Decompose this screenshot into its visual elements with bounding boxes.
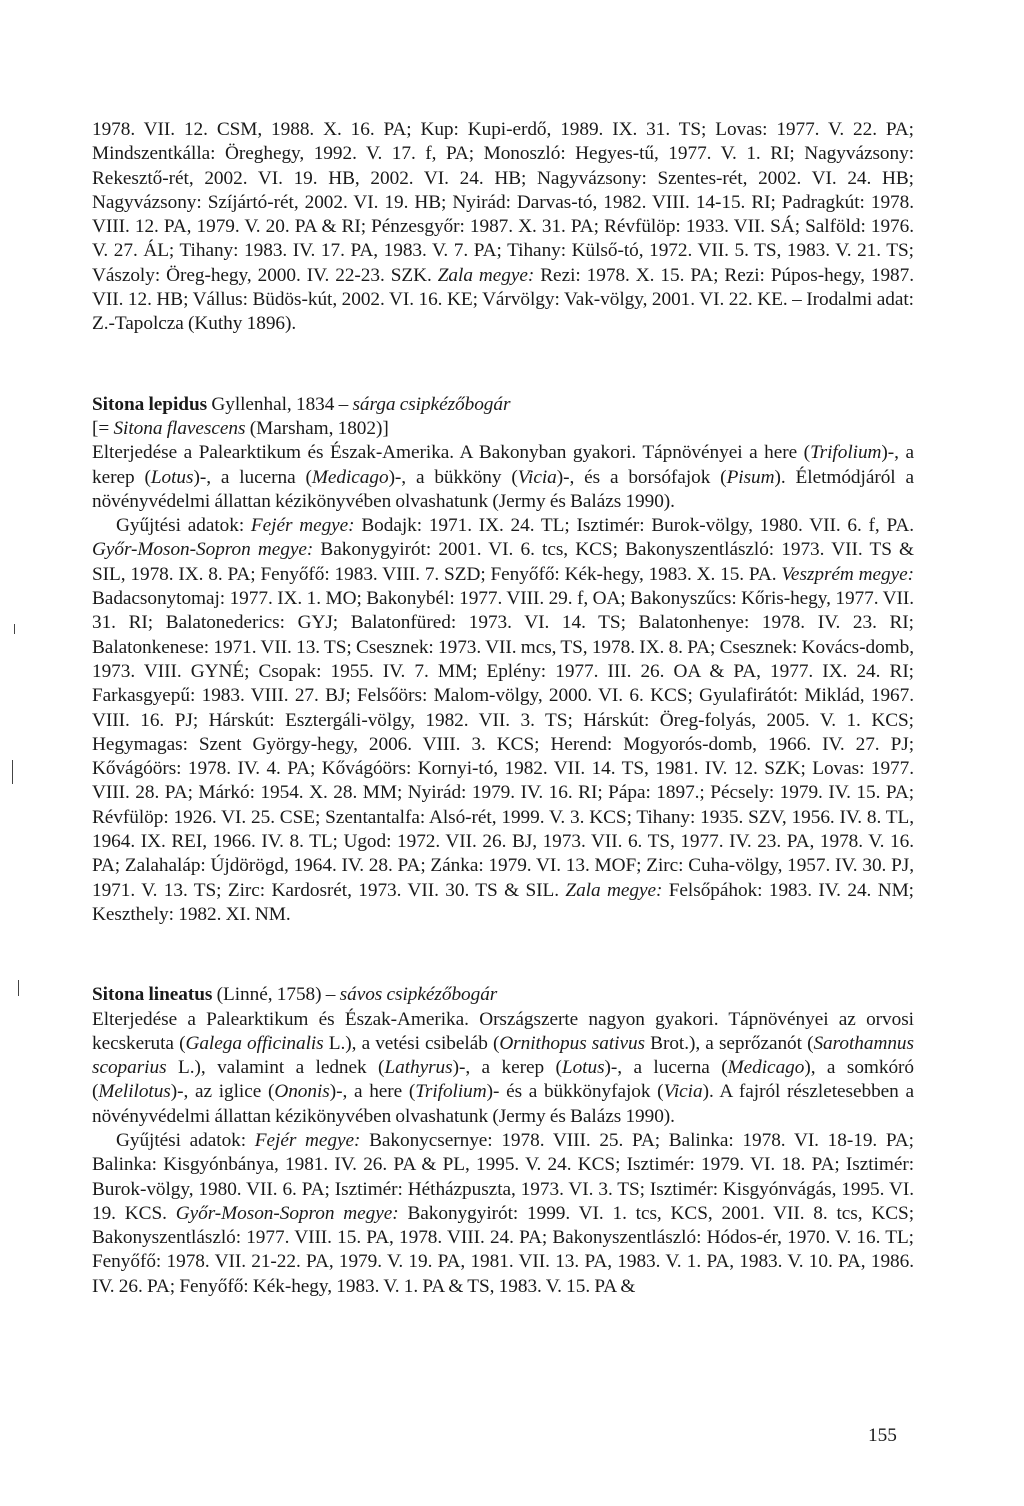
species-latin: Ornithopus sativus [499, 1032, 646, 1054]
genus-name: Lotus [561, 1057, 605, 1079]
scan-edge-mark [18, 980, 19, 996]
collection-text: Bodajk: 1971. IX. 24. TL; Isztimér: Burok-völgy, 1980. VII. 6. f, PA. [354, 515, 914, 537]
collection-text: Felsőpáhok: 1983. IV. 24. NM; Keszthely: 1982. XI. NM. [92, 879, 914, 925]
lepidus-description [92, 441, 914, 514]
synonym-name: Sitona flavescens [113, 417, 246, 439]
genus-name: Medicago [727, 1057, 805, 1079]
desc-text: ). Életmódjáról a növényvédelmi állattan kézikönyvében olvashatunk (Jermy és Balázs 1990). [92, 466, 914, 512]
species-name: Sitona lineatus [92, 984, 213, 1006]
desc-text: Elterjedése a Palearktikum és Észak-Amerika. Országszerte nagyon gyakori. Tápnövényei az orvosi kecskeruta ( [92, 1008, 914, 1054]
lineatus-description [92, 1008, 914, 1129]
synonym-line [92, 417, 914, 441]
genus-name: Pisum [726, 466, 775, 488]
desc-text: )-, a kerep ( [92, 442, 915, 488]
desc-text: Elterjedése a Palearktikum és Észak-Amerika. A Bakonyban gyakori. Tápnövényei a here ( [92, 442, 811, 464]
desc-text: )-, az iglice ( [170, 1081, 275, 1103]
lineatus-collection-data [92, 1129, 914, 1299]
desc-text: )-, a lucerna ( [604, 1057, 728, 1079]
desc-text: )-, a kerep ( [452, 1057, 562, 1079]
collection-label: Gyűjtési adatok: [116, 515, 251, 537]
genus-name: Melilotus [98, 1081, 171, 1103]
genus-name: Trifolium [415, 1081, 487, 1103]
collection-text: Badacsonytomaj: 1977. IX. 1. MO; Bakonybél: 1977. VIII. 29. f, OA; Bakonyszűcs: Kőris-hegy, 1977. VII. 31. RI; Balatonederics: GYJ; Balatonfüred: 1973. VI. 14. TS; Balatonhenye: 1978. IV. 23. RI; Balatonkenese: 1971. VII. 13. TS; Csesznek: 1973. VII. mcs, TS, 1978. IX. 8. PA; Csesznek: Kovács-domb, 1973. VIII. GYNÉ; Csopak: 1955. IV. 7. MM; Eplény: 1977. III. 26. OA & PA, 1977. IX. 24. RI; Farkasgyepű: 1983. VIII. 27. BJ; Felsőörs: Malom-völgy, 2000. VI. 6. KCS; Gyulafirátót: Miklád, 1967. VIII. 16. PJ; Hárskút: Esztergáli-völgy, 1982. VII. 3. TS; Hárskút: Öreg-folyás, 2005. V. 1. KCS; Hegymagas: Szent György-hegy, 2006. VIII. 3. KCS; Herend: Mogyorós-domb, 1966. IV. 27. PJ; Kővágóörs: 1978. IV. 4. PA; Kővágóörs: Kornyi-tó, 1982. VII. 14. TS, 1981. IV. 12. SZK; Lovas: 1977. VIII. 28. PA; Márkó: 1954. X. 28. MM; Nyirád: 1979. IV. 16. RI; Pápa: 1897.; Pécsely: 1979. IV. 15. PA; Révfülöp: 1926. VI. 25. CSE; Szentantalfa: Alsó-rét, 1999. V. 3. KCS; Tihany: 1935. SZV, 1956. IV. 8. TL, 1964. IX. REI, 1966. IV. 8. TL; Ugod: 1972. VII. 26. BJ, 1973. VII. 6. TS, 1977. IV. 23. PA, 1978. V. 16. PA; Zalahaláp: Újdörögd, 1964. IV. 28. PA; Zánka: 1979. VI. 13. MOF; Zirc: Cuha-völgy, 1957. IV. 30. PJ, 1971. V. 13. TS; Zirc: Kardosrét, 1973. VII. 30. TS & SIL. [92, 588, 914, 901]
species-name: Sitona lepidus [92, 393, 208, 415]
genus-name: Trifolium [810, 442, 882, 464]
synonym-author: (Marsham, 1802)] [245, 417, 389, 439]
species-common-name: sávos csipkézőbogár [339, 984, 498, 1006]
county-label: Fejér megye: [254, 1129, 361, 1151]
species-heading-lepidus [92, 393, 914, 417]
scan-edge-mark [12, 760, 13, 784]
species-latin: Galega officinalis [185, 1032, 324, 1054]
desc-text: ). A fajról részletesebben a növényvédelmi állattan kézikönyvében olvashatunk (Jermy és Balázs 1990). [92, 1081, 914, 1127]
desc-text: )-, a bükköny ( [388, 466, 518, 488]
genus-name: Lathyrus [384, 1057, 453, 1079]
page-number: 155 [868, 1425, 897, 1446]
continuation-paragraph [92, 118, 914, 337]
lepidus-collection-data [92, 514, 914, 927]
scan-edge-mark [14, 624, 15, 634]
county-label: Zala megye: [437, 264, 535, 286]
synonym-open: [= [92, 417, 114, 439]
desc-text: L.), valamint a lednek ( [166, 1057, 385, 1079]
collection-label: Gyűjtési adatok: [116, 1129, 255, 1151]
desc-text: )-, és a borsófajok ( [556, 466, 727, 488]
desc-text: L.), a vetési csibeláb ( [323, 1032, 500, 1054]
continuation-text: 1978. VII. 12. CSM, 1988. X. 16. PA; Kup: Kupi-erdő, 1989. IX. 31. TS; Lovas: 1977. V. 22. PA; Mindszentkálla: Öreghegy, 1992. V. 17. f, PA; Monoszló: Hegyes-tű, 1977. V. 1. RI; Nagyvázsony: Rekesztő-rét, 2002. VI. 19. HB, 2002. VI. 24. HB; Nagyvázsony: Szentes-rét, 2002. VI. 24. HB; Nagyvázsony: Szíjártó-rét, 2002. VI. 19. HB; Nyirád: Darvas-tó, 1982. VIII. 14-15. RI; Padragkút: 1978. VIII. 12. PA, 1979. V. 20. PA & RI; Pénzesgyőr: 1987. X. 31. PA; Révfülöp: 1933. VII. SÁ; Salföld: 1976. V. 27. ÁL; Tihany: 1983. IV. 17. PA, 1983. V. 7. PA; Tihany: Külső-tó, 1972. VII. 5. TS, 1983. V. 21. TS; Vászoly: Öreg-hegy, 2000. IV. 22-23. SZK. [92, 119, 914, 286]
species-heading-lineatus [92, 983, 914, 1007]
genus-name: Ononis [274, 1081, 330, 1103]
collection-text: Bakonycsernye: 1978. VIII. 25. PA; Balinka: 1978. VI. 18-19. PA; Balinka: Kisgyónbánya, 1981. IV. 26. PA & PL, 1995. V. 24. KCS; Isztimér: 1979. VI. 18. PA; Isztimér: Burok-völgy, 1980. VII. 6. PA; Isztimér: Hétházpuszta, 1973. VI. 3. TS; Isztimér: Kisgyónvágás, 1995. VI. 19. KCS. [92, 1129, 914, 1224]
species-author: Gyllenhal, 1834 – [207, 393, 353, 415]
species-latin: Sarothamnus scoparius [92, 1032, 914, 1079]
desc-text: )-, a lucerna ( [193, 466, 312, 488]
page-body [92, 118, 914, 1299]
desc-text: ), a somkóró ( [92, 1057, 915, 1103]
desc-text: )- és a bükkönyfajok ( [486, 1081, 664, 1103]
genus-name: Medicago [311, 466, 389, 488]
county-label: Fejér megye: [250, 515, 355, 537]
collection-text: Bakonygyirót: 2001. VI. 6. tcs, KCS; Bakonyszentlászló: 1973. VII. TS & SIL, 1978. IX. 8. PA; Fenyőfő: 1983. VIII. 7. SZD; Fenyőfő: Kék-hegy, 1983. X. 15. PA. [92, 539, 914, 585]
desc-text: Brot.), a seprőzanót ( [645, 1032, 814, 1054]
county-label: Győr-Moson-Sopron megye: [92, 539, 314, 561]
species-common-name: sárga csipkézőbogár [352, 393, 511, 415]
genus-name: Vicia [663, 1081, 703, 1103]
county-label: Zala megye: [565, 879, 663, 901]
continuation-text-2: Rezi: 1978. X. 15. PA; Rezi: Púpos-hegy, 1987. VII. 12. HB; Vállus: Büdös-kút, 2002. VI. 16. KE; Várvölgy: Vak-völgy, 2001. VI. 22. KE. – Irodalmi adat: Z.-Tapolcza (Kuthy 1896). [92, 264, 915, 335]
species-author: (Linné, 1758) – [212, 984, 340, 1006]
collection-text: Bakonygyirót: 1999. VI. 1. tcs, KCS, 2001. VII. 8. tcs, KCS; Bakonyszentlászló: 1977. VIII. 15. PA, 1978. VIII. 24. PA; Bakonyszentlászló: Hódos-ér, 1970. V. 16. TL; Fenyőfő: 1978. VII. 21-22. PA, 1979. V. 19. PA, 1981. VII. 13. PA, 1983. V. 1. PA, 1983. V. 10. PA, 1986. IV. 26. PA; Fenyőfő: Kék-hegy, 1983. V. 1. PA & TS, 1983. V. 15. PA & [92, 1202, 914, 1297]
genus-name: Vicia [517, 466, 557, 488]
desc-text: )-, a here ( [329, 1081, 416, 1103]
county-label: Győr-Moson-Sopron megye: [175, 1202, 399, 1224]
genus-name: Lotus [150, 466, 194, 488]
county-label: Veszprém megye: [781, 563, 915, 585]
